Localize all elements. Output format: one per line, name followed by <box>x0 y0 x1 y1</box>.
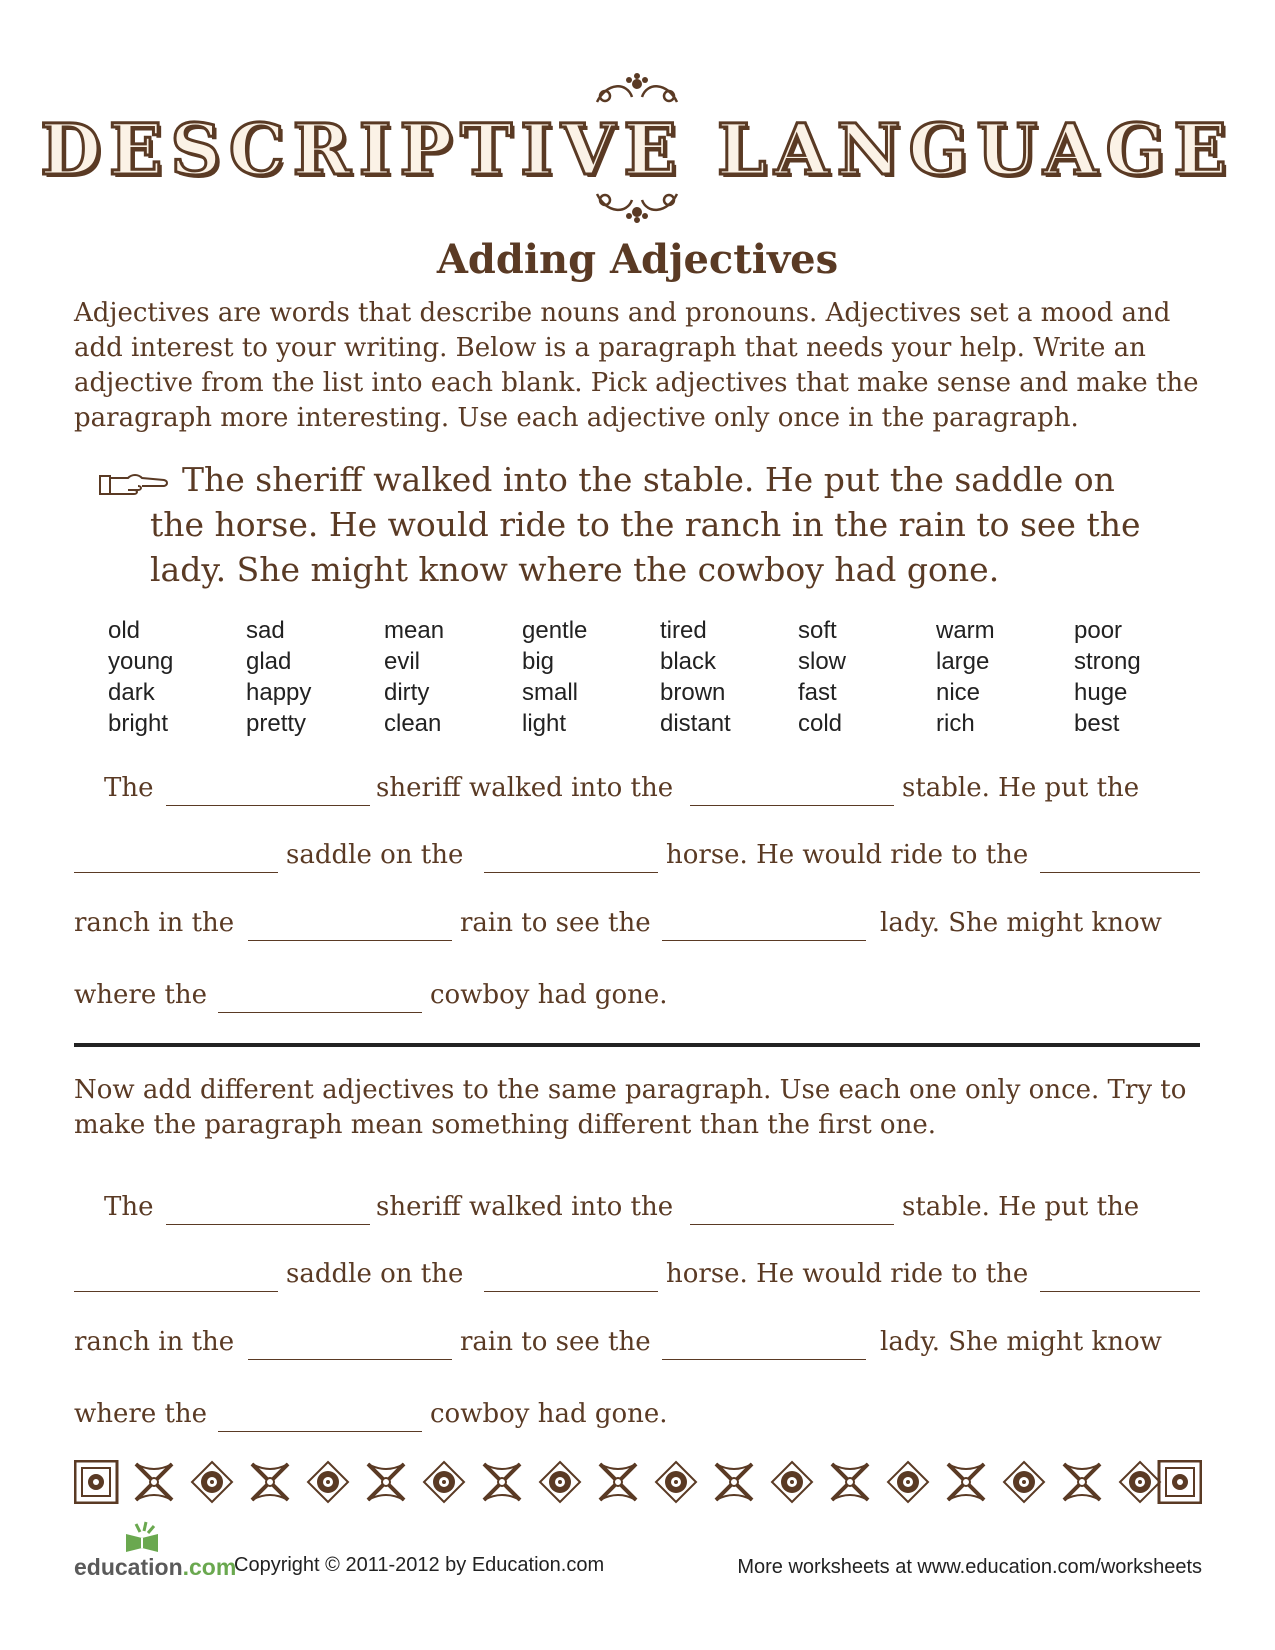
page-title: DESCRIPTIVE LANGUAGE <box>40 108 1235 191</box>
word-bank-column <box>798 615 846 739</box>
answer-blank[interactable] <box>690 1224 894 1225</box>
fill-text: The <box>104 1192 154 1222</box>
word-bank-column <box>1074 615 1141 739</box>
fill-text: horse. He would ride to the <box>666 1259 1029 1289</box>
fill-text: rain to see the <box>460 908 651 938</box>
answer-blank[interactable] <box>484 1291 658 1292</box>
answer-blank[interactable] <box>166 1224 370 1225</box>
word-bank-word: brown <box>660 679 726 706</box>
word-bank-word: pretty <box>246 710 307 737</box>
page-subtitle: Adding Adjectives <box>436 236 839 283</box>
word-bank-column <box>108 615 173 739</box>
fill-text: sheriff walked into the <box>376 773 674 803</box>
word-bank-word: dark <box>108 679 155 706</box>
fill-text: stable. He put the <box>902 1192 1140 1222</box>
fill-text: lady. She might know <box>880 1327 1162 1357</box>
word-bank-column <box>660 615 731 739</box>
answer-blank[interactable] <box>1040 1291 1200 1292</box>
word-bank-word: tired <box>660 617 707 644</box>
answer-blank[interactable] <box>218 1431 422 1432</box>
word-bank-word: soft <box>798 617 837 644</box>
word-bank-word: poor <box>1074 617 1123 644</box>
word-bank <box>108 615 1208 745</box>
fill-text: where the <box>74 1399 208 1429</box>
word-bank-word: nice <box>936 679 981 706</box>
fill-text: where the <box>74 980 208 1010</box>
word-bank-word: best <box>1074 710 1120 737</box>
word-bank-word: huge <box>1074 679 1128 706</box>
fill-text: rain to see the <box>460 1327 651 1357</box>
logo-wordmark <box>74 1554 236 1581</box>
story-line-1: The sheriff walked into the stable. He put the saddle on <box>182 460 1115 499</box>
word-bank-column <box>384 615 444 739</box>
word-bank-word: glad <box>246 648 292 675</box>
story-line-3: lady. She might know where the cowboy had gone. <box>150 550 1000 589</box>
answer-blank[interactable] <box>662 940 866 941</box>
word-bank-word: distant <box>660 710 731 737</box>
copyright-text: Copyright © 2011-2012 by Education.com <box>234 1554 605 1576</box>
word-bank-word: bright <box>108 710 169 737</box>
word-bank-word: slow <box>798 648 847 675</box>
word-bank-word: small <box>522 679 579 706</box>
word-bank-word: cold <box>798 710 843 737</box>
fill-text: cowboy had gone. <box>430 980 668 1010</box>
fill-text: horse. He would ride to the <box>666 840 1029 870</box>
section-divider <box>74 1043 1200 1047</box>
answer-blank[interactable] <box>74 1291 278 1292</box>
instructions-2: Now add different adjectives to the same paragraph. Use each one only once. Try to make the paragraph mean something different than the first one. <box>74 1075 1187 1140</box>
word-bank-word: warm <box>936 617 995 644</box>
word-bank-word: fast <box>798 679 837 706</box>
word-bank-word: dirty <box>384 679 430 706</box>
word-bank-word: light <box>522 710 567 737</box>
word-bank-word: evil <box>384 648 421 675</box>
story-paragraph <box>150 457 1160 592</box>
word-bank-word: strong <box>1074 648 1141 675</box>
word-bank-word: young <box>108 648 174 675</box>
fill-text: lady. She might know <box>880 908 1162 938</box>
word-bank-word: large <box>936 648 990 675</box>
answer-blank[interactable] <box>166 805 370 806</box>
word-bank-word: sad <box>246 617 285 644</box>
fill-text: ranch in the <box>74 908 235 938</box>
decorative-border <box>74 1460 1202 1504</box>
fill-text: The <box>104 773 154 803</box>
education-logo[interactable] <box>74 1520 237 1580</box>
top-ornament <box>587 72 687 112</box>
answer-blank[interactable] <box>74 872 278 873</box>
word-bank-word: mean <box>384 617 445 644</box>
word-bank-word: old <box>108 617 141 644</box>
fill-text: cowboy had gone. <box>430 1399 668 1429</box>
fill-text: saddle on the <box>286 840 464 870</box>
fill-text: ranch in the <box>74 1327 235 1357</box>
logo-main: education <box>74 1554 183 1580</box>
word-bank-word: clean <box>384 710 442 737</box>
book-icon <box>122 1520 162 1554</box>
word-bank-word: black <box>660 648 717 675</box>
word-bank-column <box>522 615 587 739</box>
word-bank-word: happy <box>246 679 312 706</box>
fill-text: sheriff walked into the <box>376 1192 674 1222</box>
fill-text: stable. He put the <box>902 773 1140 803</box>
answer-blank[interactable] <box>662 1359 866 1360</box>
answer-blank[interactable] <box>690 805 894 806</box>
more-worksheets-link[interactable]: More worksheets at www.education.com/worksheets <box>737 1556 1202 1578</box>
word-bank-word: rich <box>936 710 975 737</box>
answer-blank[interactable] <box>218 1012 422 1013</box>
intro-paragraph: Adjectives are words that describe nouns and pronouns. Adjectives set a mood and add interest to your writing. Below is a paragraph that needs your help. Write an adjective from the list into each blank. Pick adjectives that make sense and make the paragraph more interesting. Use each adjective only once in the paragraph. <box>74 298 1199 433</box>
bottom-ornament <box>587 186 687 224</box>
answer-blank[interactable] <box>1040 872 1200 873</box>
word-bank-word: gentle <box>522 617 588 644</box>
fill-text: saddle on the <box>286 1259 464 1289</box>
word-bank-column <box>936 615 995 739</box>
word-bank-word: big <box>522 648 555 675</box>
answer-blank[interactable] <box>484 872 658 873</box>
word-bank-column <box>246 615 311 739</box>
logo-com: .com <box>182 1554 237 1580</box>
answer-blank[interactable] <box>248 940 452 941</box>
answer-blank[interactable] <box>248 1359 452 1360</box>
story-line-2: the horse. He would ride to the ranch in the rain to see the <box>150 505 1141 544</box>
